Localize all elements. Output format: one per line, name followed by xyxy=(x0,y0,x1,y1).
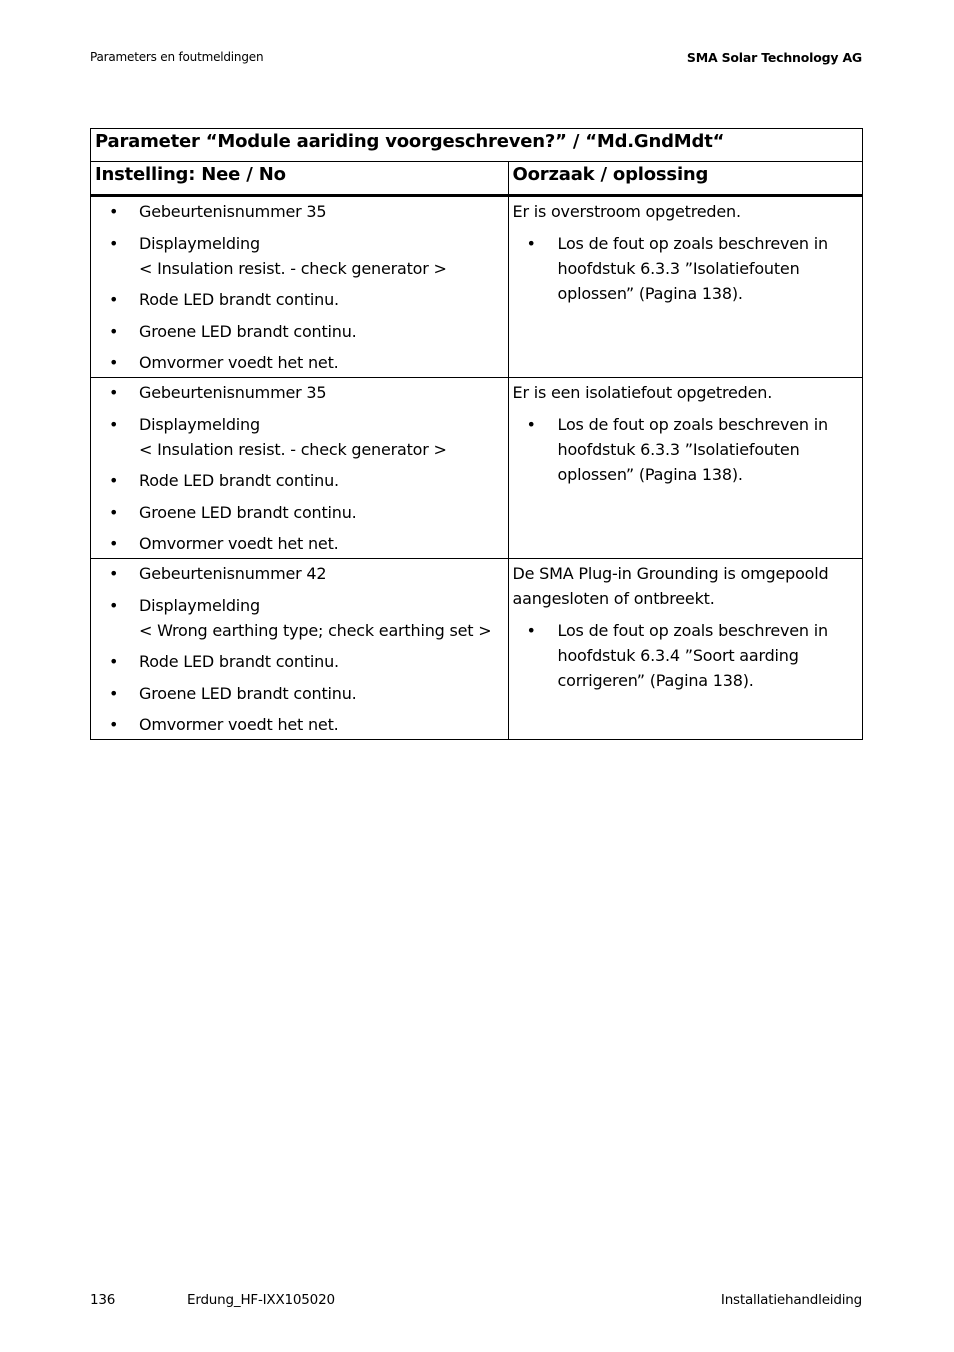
bullet-icon: • xyxy=(109,321,119,341)
solution-text-line: Los de fout op zoals beschreven in xyxy=(557,233,828,253)
red-led-status: Rode LED brandt continu. xyxy=(139,652,339,671)
bullet-icon: • xyxy=(526,620,536,640)
list-item xyxy=(91,231,508,281)
bullet-icon: • xyxy=(109,414,119,434)
list-item xyxy=(91,287,508,312)
event-number: Gebeurtenisnummer 42 xyxy=(139,564,327,583)
bullet-icon: • xyxy=(109,502,119,522)
symptoms-cell xyxy=(91,378,509,559)
solution-text-line: oplossen” (Pagina 138). xyxy=(557,283,743,303)
bullet-icon: • xyxy=(109,683,119,703)
symptom-list xyxy=(91,197,508,375)
bullet-icon: • xyxy=(109,715,119,734)
table-title: Parameter “Module aariding voorgeschreven?” / “Md.GndMdt“ xyxy=(91,129,863,162)
cause-cell xyxy=(508,559,862,740)
list-item xyxy=(91,531,508,556)
bullet-icon: • xyxy=(526,414,536,434)
bullet-icon: • xyxy=(109,652,119,671)
list-item xyxy=(91,500,508,525)
column-header-cause: Oorzaak / oplossing xyxy=(508,162,862,196)
symptom-list xyxy=(91,378,508,556)
bullet-icon: • xyxy=(109,595,119,615)
solution-text-line: hoofdstuk 6.3.3 ”Isolatiefouten xyxy=(557,439,800,459)
inverter-status: Omvormer voedt het net. xyxy=(139,715,339,734)
solution-text-line: hoofdstuk 6.3.3 ”Isolatiefouten xyxy=(557,258,800,278)
display-message-label: Displaymelding xyxy=(139,233,260,253)
display-message-label: Displaymelding xyxy=(139,595,260,615)
list-item xyxy=(91,649,508,674)
symptom-list xyxy=(91,559,508,737)
event-number: Gebeurtenisnummer 35 xyxy=(139,383,327,402)
parameter-table xyxy=(90,128,863,740)
bullet-icon: • xyxy=(109,233,119,253)
list-item xyxy=(91,412,508,462)
list-item xyxy=(91,681,508,706)
solution-text-line: Los de fout op zoals beschreven in xyxy=(557,620,828,640)
list-item xyxy=(91,561,508,586)
green-led-status: Groene LED brandt continu. xyxy=(139,502,357,522)
display-message-label: Displaymelding xyxy=(139,414,260,434)
cause-text-line: aangesloten of ontbreekt. xyxy=(512,589,715,608)
list-item xyxy=(91,199,508,224)
page-number: 136 xyxy=(90,1292,116,1308)
bullet-icon: • xyxy=(109,534,119,553)
bullet-icon: • xyxy=(526,233,536,253)
bullet-icon: • xyxy=(109,564,119,583)
document-type: Installatiehandleiding xyxy=(720,1292,862,1308)
display-message: < Insulation resist. - check generator > xyxy=(139,439,447,459)
green-led-status: Groene LED brandt continu. xyxy=(139,683,357,703)
inverter-status: Omvormer voedt het net. xyxy=(139,353,339,372)
list-item xyxy=(91,593,508,643)
cause-cell xyxy=(508,196,862,378)
bullet-icon: • xyxy=(109,202,119,221)
cause-cell xyxy=(508,378,862,559)
running-header-section: Parameters en foutmeldingen xyxy=(90,50,264,64)
list-item xyxy=(91,468,508,493)
bullet-icon: • xyxy=(109,471,119,490)
bullet-icon: • xyxy=(109,290,119,309)
solution-text-line: Los de fout op zoals beschreven in xyxy=(557,414,828,434)
display-message: < Wrong earthing type; check earthing set > xyxy=(139,620,492,640)
column-header-setting: Instelling: Nee / No xyxy=(91,162,509,196)
red-led-status: Rode LED brandt continu. xyxy=(139,290,339,309)
cause-text: Er is een isolatiefout opgetreden. xyxy=(512,383,773,402)
document-id: Erdung_HF-IXX105020 xyxy=(187,1292,335,1308)
solution-item xyxy=(509,412,862,487)
symptoms-cell xyxy=(91,196,509,378)
cause-text-line: De SMA Plug-in Grounding is omgepoold xyxy=(512,564,829,583)
bullet-icon: • xyxy=(109,383,119,402)
table-row xyxy=(91,559,863,740)
solution-text-line: corrigeren” (Pagina 138). xyxy=(557,670,754,690)
solution-text-line: oplossen” (Pagina 138). xyxy=(557,464,743,484)
event-number: Gebeurtenisnummer 35 xyxy=(139,202,327,221)
red-led-status: Rode LED brandt continu. xyxy=(139,471,339,490)
symptoms-cell xyxy=(91,559,509,740)
table-row xyxy=(91,378,863,559)
list-item xyxy=(91,350,508,375)
green-led-status: Groene LED brandt continu. xyxy=(139,321,357,341)
running-header-company: SMA Solar Technology AG xyxy=(686,50,862,65)
list-item xyxy=(91,319,508,344)
inverter-status: Omvormer voedt het net. xyxy=(139,534,339,553)
table-row xyxy=(91,196,863,378)
list-item xyxy=(91,380,508,405)
display-message: < Insulation resist. - check generator > xyxy=(139,258,447,278)
list-item xyxy=(91,712,508,737)
cause-text: Er is overstroom opgetreden. xyxy=(512,202,741,221)
bullet-icon: • xyxy=(109,353,119,372)
solution-text-line: hoofdstuk 6.3.4 ”Soort aarding xyxy=(557,645,799,665)
solution-item xyxy=(509,231,862,306)
cause-text xyxy=(509,559,862,611)
solution-item xyxy=(509,618,862,693)
